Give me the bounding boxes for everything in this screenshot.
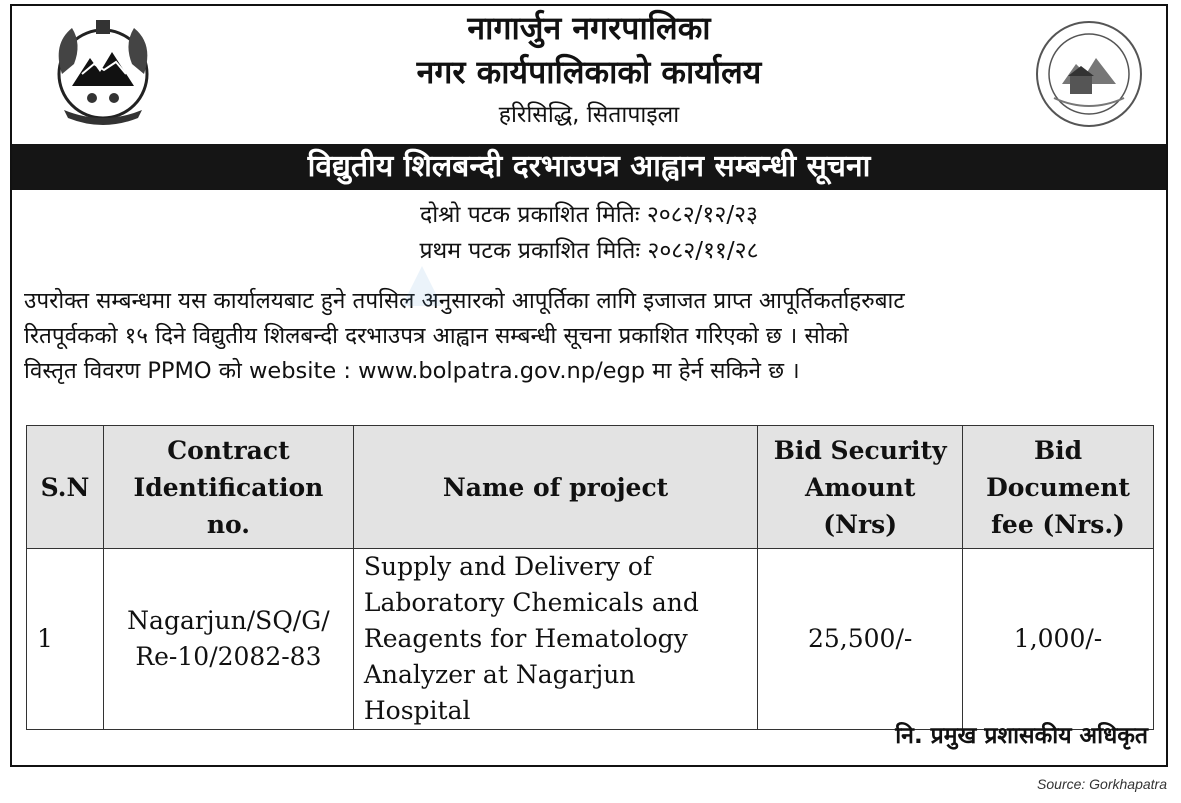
cell-document-fee: 1,000/- (963, 549, 1154, 730)
header-contract-id: Contract Identification no. (103, 426, 353, 549)
cell-project-name: Supply and Delivery of Laboratory Chemicals and Reagents for Hematology Analyzer at Nagarjun Hospital (353, 549, 757, 730)
header-bid-security: Bid Security Amount (Nrs) (758, 426, 963, 549)
table-row (27, 549, 1154, 730)
body-line: उपरोक्त सम्बन्धमा यस कार्यालयबाट हुने तपसिल अनुसारको आपूर्तिका लागि इजाजत प्राप्त आपूर्तिकर्ताहरुबाट (24, 288, 905, 314)
cell-contract-id: Nagarjun/SQ/G/ Re-10/2082-83 (103, 549, 353, 730)
second-publish-date: दोश्रो पटक प्रकाशित मितिः २०८२/१२/२३ (420, 202, 758, 228)
office-name: नगर कार्यपालिकाको कार्यालय (416, 53, 762, 91)
source-credit: Source: Gorkhapatra (1037, 776, 1167, 792)
notice-body (24, 284, 1156, 389)
table-header-row (27, 426, 1154, 549)
office-address: हरिसिद्धि, सितापाइला (498, 102, 680, 128)
header-document-fee: Bid Document fee (Nrs.) (963, 426, 1154, 549)
notice-title: विद्युतीय शिलबन्दी दरभाउपत्र आह्वान सम्बन्धी सूचना (12, 144, 1166, 190)
notice-frame (10, 4, 1168, 767)
cell-bid-security: 25,500/- (758, 549, 963, 730)
body-line: विस्तृत विवरण PPMO को website : www.bolpatra.gov.np/egp मा हेर्न सकिने छ । (24, 358, 800, 384)
signatory-title: नि. प्रमुख प्रशासकीय अधिकृत (895, 723, 1148, 749)
bid-table (26, 425, 1154, 730)
first-publish-date: प्रथम पटक प्रकाशित मितिः २०८२/११/२८ (419, 238, 759, 264)
cell-sn: 1 (27, 549, 104, 730)
org-name: नागार्जुन नगरपालिका (467, 9, 711, 47)
notice-header (12, 6, 1166, 144)
body-line: रितपूर्वकको १५ दिने विद्युतीय शिलबन्दी दरभाउपत्र आह्वान सम्बन्धी सूचना प्रकाशित गरिएको छ । सोको (24, 323, 849, 349)
header-project-name: Name of project (353, 426, 757, 549)
header-sn: S.N (27, 426, 104, 549)
